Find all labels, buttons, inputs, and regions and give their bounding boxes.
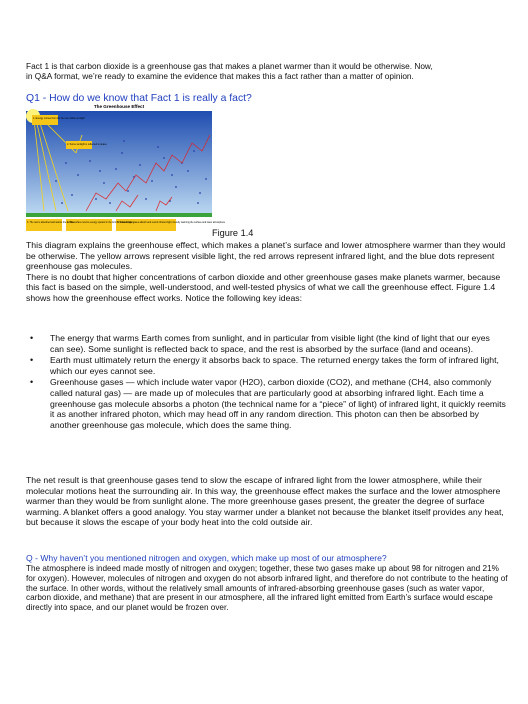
list-item [26,333,506,354]
intro-paragraph [26,62,506,82]
list-item [26,355,506,376]
bullet-text: Earth must ultimately return the energy it absorbs back to space. The returned energy takes the form of infrared light, which our eyes cannot see. [50,355,499,376]
greenhouse-diagram [26,103,226,231]
intro-line-2: in Q&A format, we’re ready to examine the evidence that makes this a fact rather than a matter of opinion. [26,70,414,81]
label-greenhouse: 5. Greenhouse gases absorb and reemit infrared light, thereby warming the surface and lower atmosphere [117,222,226,224]
label-infrared: 4. The surface returns energy upward in the form of infrared light [67,222,133,224]
label-box-3 [116,219,176,231]
ground-strip [26,213,212,217]
bullet-icon: • [30,377,34,388]
question-1-heading: Q1 - How do we know that Fact 1 is really a fact? [26,93,252,104]
bullet-icon: • [30,355,34,366]
greenhouse-paragraph: There is no doubt that higher concentrations of carbon dioxide and other greenhouse gases make planets warmer, because this fact is based on the simple, well-understood, and well-tested physics of what we call the greenhouse effect. Figure 1.4 shows how the greenhouse effect works. Notice the following key ideas: [26,271,501,303]
label-box-1 [26,219,62,231]
list-item [26,377,506,430]
label-sunlight: 1. Energy comes from the Sun as visible sunlight [33,117,85,120]
label-reflected: 2. Some sunlight is reflected to space [67,143,107,146]
question-2-heading: Q - Why haven’t you mentioned nitrogen and oxygen, which make up most of our atmosphere? [26,553,387,563]
explanation-paragraph: This diagram explains the greenhouse effect, which makes a planet’s surface and lower atmosphere warmer than they would be otherwise. The yellow arrows represent visible light, the red arrows represent infrared light, and the blue dots represent greenhouse gas molecules. [26,240,506,272]
bullet-text: The energy that warms Earth comes from sunlight, and in particular from visible light (the kind of light that our eyes can see). Some sunlight is reflected back to space, and the rest is absorbed by the surface (land and oceans). [50,333,490,354]
answer-paragraph: The atmosphere is indeed made mostly of nitrogen and oxygen; together, these two gases make up about 98 for nitrogen and 21% for oxygen). However, molecules of nitrogen and oxygen do not absorb infrared light, and therefore do not contribute to the heating of the surface. In other words, without the relatively small amounts of infrared-absorbing greenhouse gases (such as water vapor, carbon dioxide, and methane) that are present in our atmosphere, all the infrared light emitted from Earth’s surface would escape directly into space, and our planet would be frozen over. [26,564,508,613]
bullet-text: Greenhouse gases — which include water vapor (H2O), carbon dioxide (CO2), and methane (CH4, also commonly called natural gas) — are made up of molecules that are particularly good at absorbing infrared light. Each time a greenhouse gas molecule absorbs a photon (the technical name for a “piece” of light) of infrared light, it quickly reemits it as another infrared photon, which may head off in any random direction. This photon can then be absorbed by another greenhouse gas molecule, which does the same thing. [50,377,506,430]
key-ideas-list [26,333,506,431]
net-result-paragraph: The net result is that greenhouse gases tend to slow the escape of infrared light from the lower atmosphere, while their molecular motions heat the surrounding air. In this way, the greenhouse effect makes the surface and the lower atmosphere warmer than they would be from sunlight alone. The more greenhouse gases present, the greater the degree of surface warming. A blanket offers a good analogy. You stay warmer under a blanket not because the blanket itself provides any heat, but because it slows the escape of your body heat into the cold outside air. [26,475,504,528]
bullet-icon: • [30,333,34,343]
label-box-2 [66,219,112,231]
greenhouse-effect-figure [26,103,226,231]
sky-background [26,111,212,213]
figure-caption: Figure 1.4 [212,228,254,238]
intro-line-1: Fact 1 is that carbon dioxide is a greenhouse gas that makes a planet warmer than it would be otherwise. Now, [26,61,433,71]
label-absorbed: 3. The rest is absorbed and warms the surface [27,222,75,224]
figure-title: The Greenhouse Effect [93,104,145,109]
diagram-explanation [26,240,510,304]
